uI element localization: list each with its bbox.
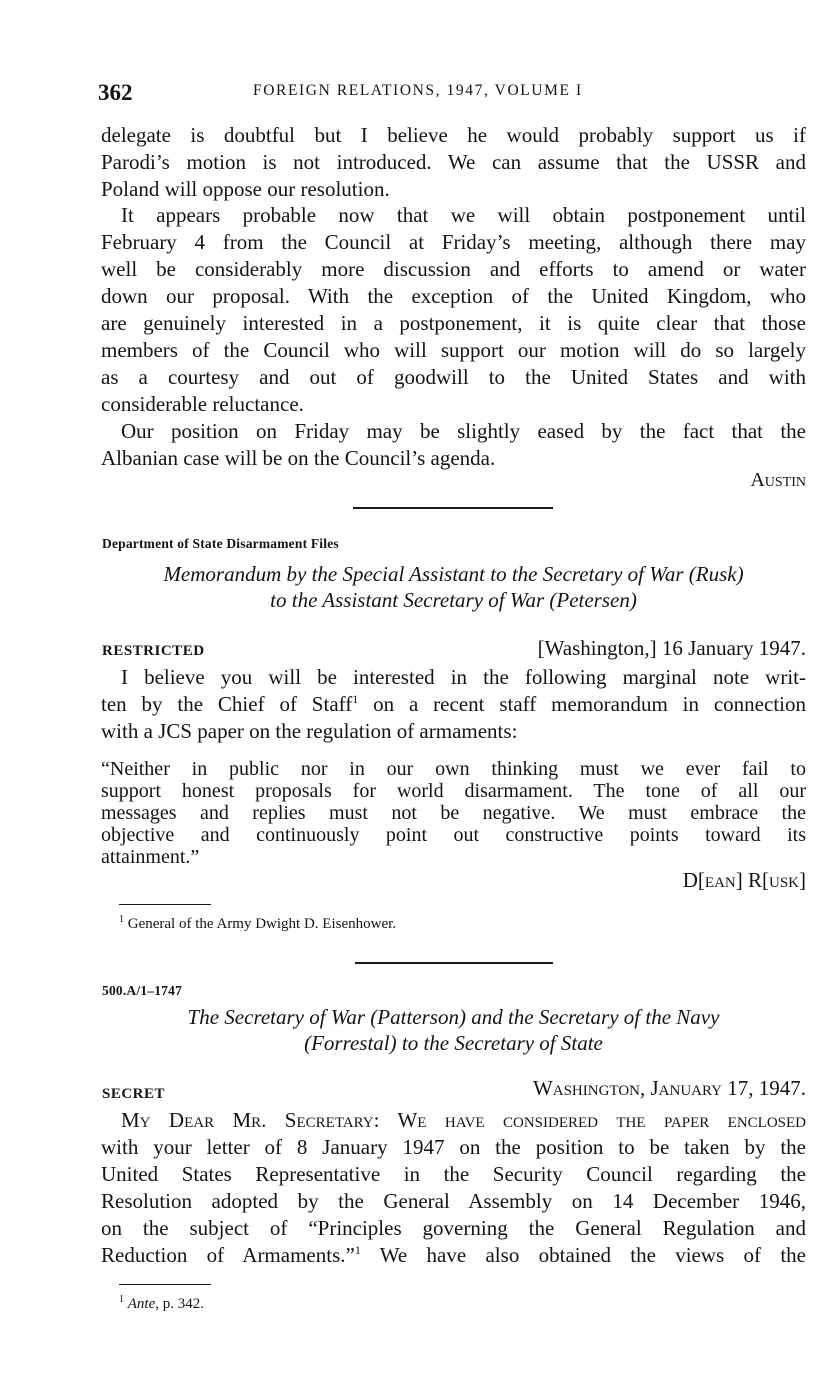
- text-run: Reduction of Armaments.”: [101, 1243, 355, 1267]
- body-line: delegate is doubtful but I believe he would probably support us if: [101, 123, 806, 147]
- page-number: 362: [98, 80, 133, 105]
- document-title-line-2: to the Assistant Secretary of War (Petersen): [270, 588, 637, 612]
- body-line: with a JCS paper on the regulation of armaments:: [101, 719, 518, 743]
- body-line: Resolution adopted by the General Assembly on 14 December 1946,: [101, 1189, 806, 1213]
- text-run: on a recent staff memorandum in connection: [358, 692, 806, 716]
- signature: Austin: [750, 469, 806, 491]
- quote-line: messages and replies must not be negative. We must embrace the: [101, 802, 806, 824]
- body-line: February 4 from the Council at Friday’s meeting, although there may: [101, 230, 806, 254]
- footnote-reference: 1: [352, 692, 359, 706]
- body-line: Our position on Friday may be slightly eased by the fact that the: [121, 419, 806, 443]
- classification-label: RESTRICTED: [102, 643, 205, 659]
- body-line-with-footnote: [101, 692, 806, 717]
- place-date: [Washington,] 16 January 1947.: [537, 636, 806, 660]
- footnote-text: General of the Army Dwight D. Eisenhower.: [127, 916, 397, 932]
- body-line: United States Representative in the Security Council regarding the: [101, 1162, 806, 1186]
- classification-label: SECRET: [102, 1086, 166, 1102]
- quote-line: support honest proposals for world disarmament. The tone of all our: [101, 780, 806, 802]
- footnote: [119, 914, 396, 933]
- salutation-line: [121, 1108, 806, 1133]
- body-line: Albanian case will be on the Council’s agenda.: [101, 446, 496, 470]
- footnote-rule: [119, 1284, 211, 1285]
- body-line: considerable reluctance.: [101, 392, 304, 416]
- body-line: Poland will oppose our resolution.: [101, 177, 390, 201]
- body-line: It appears probable now that we will obtain postponement until: [121, 203, 806, 227]
- document-title-line-1: The Secretary of War (Patterson) and the Secretary of the Navy: [187, 1005, 720, 1029]
- body-line: as a courtesy and out of goodwill to the United States and with: [101, 365, 806, 389]
- body-line: on the subject of “Principles governing the General Regulation and: [101, 1216, 806, 1240]
- text-run: We have also obtained the views of the: [360, 1243, 806, 1267]
- place-date: [533, 1076, 806, 1101]
- quote-line: “Neither in public nor in our own thinking must we ever fail to: [101, 758, 806, 780]
- salutation-text: My Dear Mr. Secretary: We have considered the paper enclosed: [121, 1108, 806, 1132]
- document-title-line-2: (Forrestal) to the Secretary of State: [304, 1031, 603, 1055]
- footnote-marker: 1: [119, 1294, 124, 1305]
- running-head: FOREIGN RELATIONS, 1947, VOLUME I: [253, 82, 583, 99]
- body-line-with-footnote: [101, 1243, 806, 1268]
- file-number: 500.A/1–1747: [102, 983, 183, 998]
- footnote-page: p. 342.: [159, 1296, 204, 1312]
- body-line: well be considerably more discussion and efforts to amend or water: [101, 257, 806, 281]
- footnote-marker: 1: [119, 914, 124, 925]
- place-date-text: Washington, January 17, 1947.: [532, 1076, 806, 1100]
- document-title-line-1: Memorandum by the Special Assistant to the Secretary of War (Rusk): [163, 562, 744, 586]
- quote-line: attainment.”: [101, 846, 200, 868]
- quote-line: objective and continuously point out constructive points toward its: [101, 824, 806, 846]
- body-line: with your letter of 8 January 1947 on the position to be taken by the: [101, 1135, 806, 1159]
- body-line: members of the Council who will support our motion will do so largely: [101, 338, 806, 362]
- footnote-rule: [119, 904, 211, 905]
- body-line: I believe you will be interested in the following marginal note writ-: [121, 665, 806, 689]
- source-note: Department of State Disarmament Files: [102, 536, 339, 551]
- body-line: down our proposal. With the exception of the United Kingdom, who: [101, 284, 806, 308]
- signature: D[ean] R[usk]: [682, 868, 806, 892]
- section-divider: [355, 962, 553, 964]
- body-line: Parodi’s motion is not introduced. We can assume that the USSR and: [101, 150, 806, 174]
- body-line: are genuinely interested in a postponement, it is quite clear that those: [101, 311, 806, 335]
- footnote-ref: Ante,: [127, 1296, 159, 1312]
- text-run: ten by the Chief of Staff: [101, 692, 353, 716]
- footnote: [119, 1294, 204, 1313]
- section-divider: [353, 507, 553, 509]
- footnote-reference: 1: [354, 1243, 361, 1257]
